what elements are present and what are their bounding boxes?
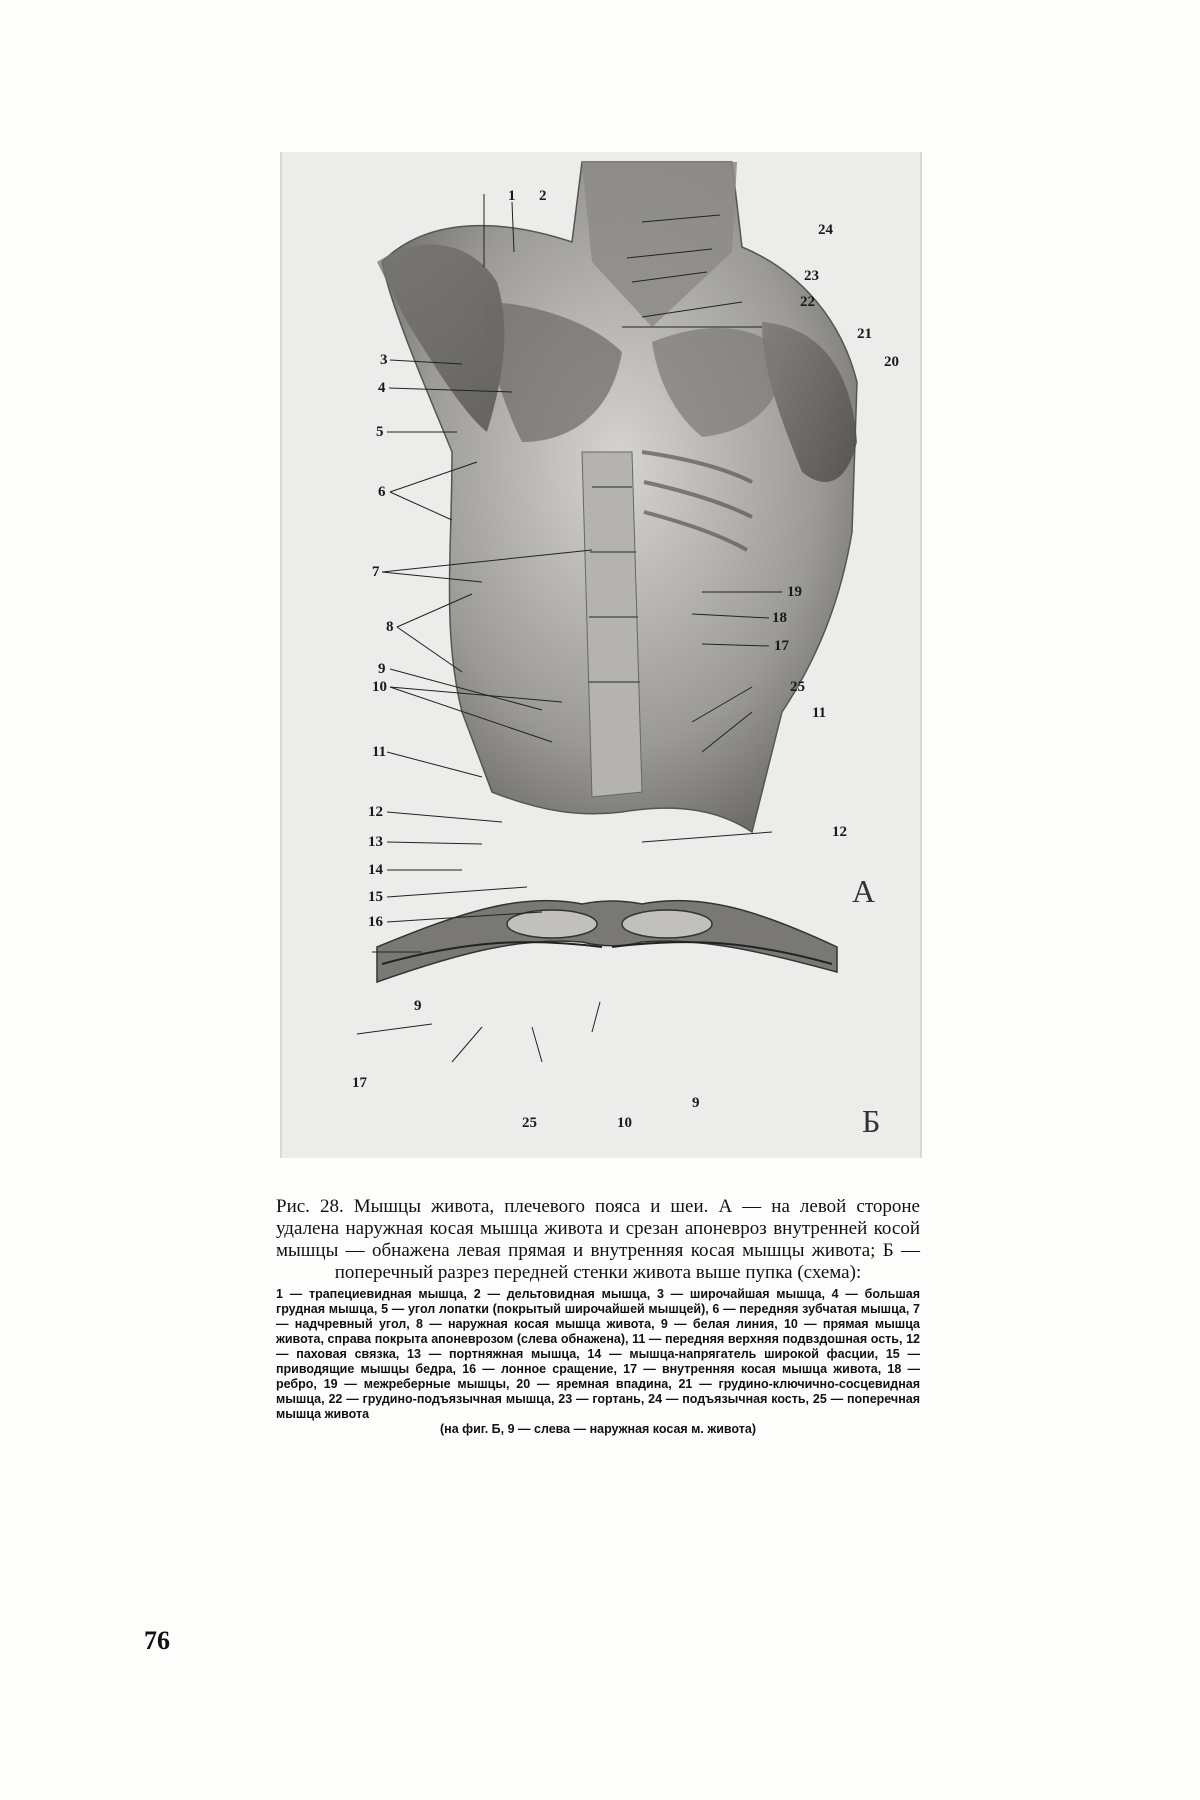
label-1: 1 — [508, 188, 516, 204]
figure-caption — [276, 1196, 920, 1437]
label-3: 3 — [380, 352, 388, 368]
anatomy-illustration — [282, 152, 920, 1158]
label-12-left: 12 — [368, 804, 383, 820]
label-6: 6 — [378, 484, 386, 500]
cross-section-drawing — [377, 901, 837, 982]
label-b-9-left: 9 — [414, 998, 422, 1014]
page-number: 76 — [144, 1626, 170, 1655]
label-11-right: 11 — [812, 705, 827, 721]
label-23: 23 — [804, 268, 819, 284]
label-11-left: 11 — [372, 744, 387, 760]
label-25: 25 — [790, 679, 805, 695]
label-22: 22 — [800, 294, 815, 310]
label-4: 4 — [378, 380, 386, 396]
label-7: 7 — [372, 564, 380, 580]
caption-note: (на фиг. Б, 9 — слева — наружная косая м. живота) — [440, 1422, 756, 1436]
caption-title: Рис. 28. Мышцы живота, плечевого пояса и шеи. А — на левой стороне удалена наружная косая мышца живота и срезан апоневроз внутренней косой мышцы — обнажена левая прямая и внутренняя косая мышцы живота; Б — поперечный разрез передней стенки живота выше пупка (схема): — [276, 1196, 920, 1283]
anatomy-figure — [280, 152, 922, 1158]
label-15: 15 — [368, 889, 383, 905]
label-13: 13 — [368, 834, 383, 850]
label-20: 20 — [884, 354, 899, 370]
panel-b-letter: Б — [862, 1103, 881, 1139]
torso-drawing — [377, 162, 857, 982]
label-12-right: 12 — [832, 824, 847, 840]
label-b-17: 17 — [352, 1075, 367, 1091]
label-b-9-right: 9 — [692, 1095, 700, 1111]
caption-legend: 1 — трапециевидная мышца, 2 — дельтовидная мышца, 3 — широчайшая мышца, 4 — большая грудная мышца, 5 — угол лопатки (покрытый широчайшей мышцей), 6 — передняя зубчатая мышца, 7 — надчревный угол, 8 — наружная косая мышца живота, 9 — белая линия, 10 — прямая мышца живота, справа покрыта апоневрозом (слева обнажена), 11 — передняя верхняя подвздошная ость, 12 — паховая связка, 13 — портняжная мышца, 14 — мышца-напрягатель широкой фасции, 15 — приводящие мышцы бедра, 16 — лонное сращение, 17 — внутренняя косая мышца живота, 18 — ребро, 19 — межреберные мышцы, 20 — яремная впадина, 21 — грудино-ключично-сосцевидная мышца, 22 — грудино-подъязычная мышца, 23 — гортань, 24 — подъязычная кость, 25 — поперечная мышца живота — [276, 1287, 920, 1421]
labels-panel-b — [352, 998, 880, 1139]
label-b-10: 10 — [617, 1115, 632, 1131]
label-10: 10 — [372, 679, 387, 695]
label-8: 8 — [386, 619, 394, 635]
label-18: 18 — [772, 610, 787, 626]
label-16: 16 — [368, 914, 383, 930]
label-b-25: 25 — [522, 1115, 537, 1131]
label-21: 21 — [857, 326, 872, 342]
panel-a-letter: А — [852, 873, 876, 909]
label-14: 14 — [368, 862, 383, 878]
label-24: 24 — [818, 222, 833, 238]
label-17: 17 — [774, 638, 789, 654]
label-9: 9 — [378, 661, 386, 677]
label-19: 19 — [787, 584, 802, 600]
label-2: 2 — [539, 188, 547, 204]
label-5: 5 — [376, 424, 384, 440]
